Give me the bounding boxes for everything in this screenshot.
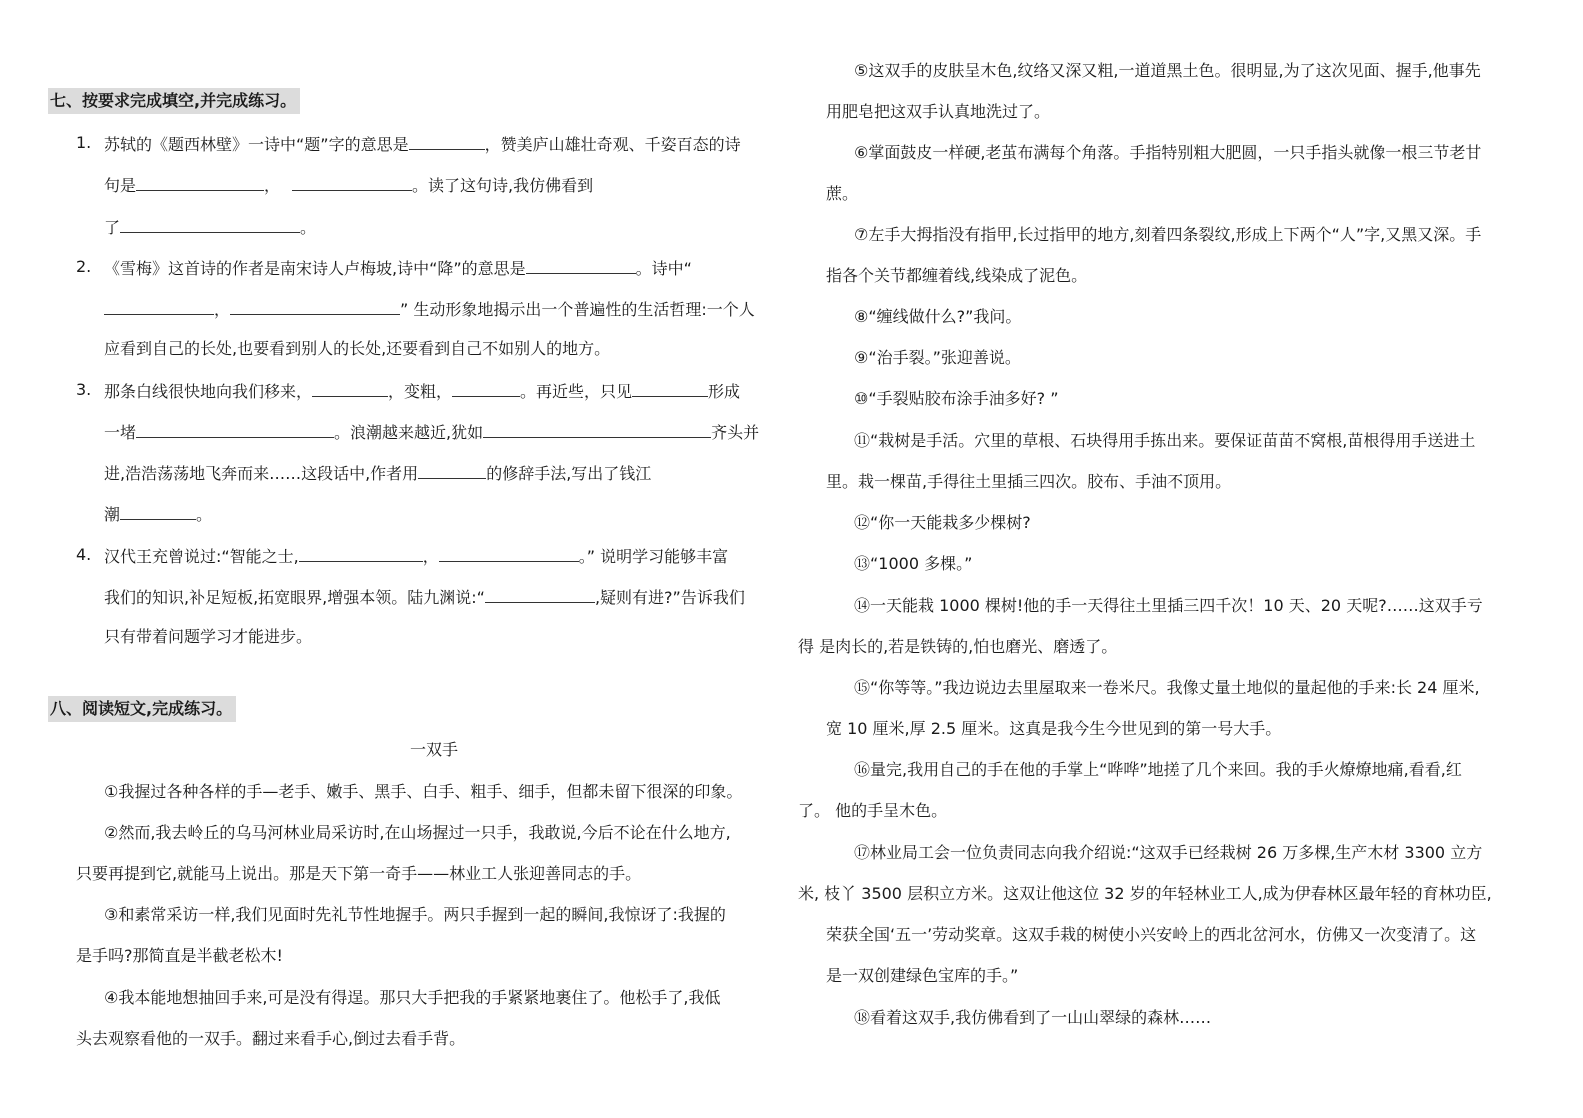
paragraph-5-line-1: ⑤这双手的皮肤呈木色,纹络又深又粗,一道道黑土色。很明显,为了这次见面、握手,他事先 [854,61,1481,80]
answer-blank[interactable] [136,421,334,438]
question-1-number: 1. [76,133,92,152]
paragraph-16-line-2: 了。 他的手呈木色。 [798,801,948,820]
answer-blank[interactable] [120,503,196,520]
answer-blank[interactable] [409,133,485,150]
paragraph-6-line-1: ⑥掌面鼓皮一样硬,老茧布满每个角落。手指特别粗大肥圆，一只手指头就像一根三节老甘 [854,143,1482,162]
paragraph-14-line-1: ⑭一天能栽 1000 棵树!他的手一天得往土里插三四千次！10 天、20 天呢?……这双手亏 [854,596,1483,615]
paragraph-5-line-2: 用肥皂把这双手认真地洗过了。 [826,102,1051,121]
paragraph-16-line-1: ⑯量完,我用自己的手在他的手掌上“哗哗”地搓了几个来回。我的手火燎燎地痛,看看,红 [854,760,1462,779]
answer-blank[interactable] [104,298,214,315]
paragraph-11-line-2: 里。栽一棵苗,手得往土里插三四次。胶布、手油不顶用。 [826,472,1232,491]
paragraph-15-line-1: ⑮“你等等。”我边说边去里屋取来一卷米尺。我像丈量土地似的量起他的手来:长 24 厘米, [854,678,1480,697]
answer-blank[interactable] [439,545,579,562]
paragraph-17-line-4: 是一双创建绿色宝库的手。” [826,966,1019,985]
question-2-line-3: 应看到自己的长处,也要看到别人的长处,还要看到自己不如别人的地方。 [104,339,611,358]
paragraph-2-line-1: ②然而,我去岭丘的乌马河林业局采访时,在山场握过一只手，我敢说,今后不论在什么地方, [104,823,731,842]
paragraph-17-line-2: 米, 枝丫 3500 层积立方米。这双让他这位 32 岁的年轻林业工人,成为伊春林区最年轻的育林功臣, [798,884,1492,903]
paragraph-4-line-2: 头去观察看他的一双手。翻过来看手心,倒过去看手背。 [76,1029,466,1048]
answer-blank[interactable] [452,380,520,397]
question-4-line-1: 汉代王充曾说过:“智能之士, ， 。” 说明学习能够丰富 [104,547,729,566]
section-7-heading: 七、按要求完成填空,并完成练习。 [48,88,300,114]
answer-blank[interactable] [483,421,711,438]
answer-blank[interactable] [418,462,486,479]
question-2-number: 2. [76,257,92,276]
answer-blank[interactable] [299,545,423,562]
answer-blank[interactable] [120,216,300,233]
paragraph-1: ①我握过各种各样的手—老手、嫩手、黑手、白手、粗手、细手，但都未留下很深的印象。 [104,782,743,801]
paragraph-14-line-2: 得 是肉长的,若是铁铸的,怕也磨光、磨透了。 [798,637,1118,656]
question-1-line-2: 句是 ， 。读了这句诗,我仿佛看到 [104,176,594,195]
paragraph-6-line-2: 蔗。 [826,184,859,203]
paragraph-7-line-2: 指各个关节都缠着线,线染成了泥色。 [826,266,1088,285]
question-4-line-2: 我们的知识,补足短板,拓宽眼界,增强本领。陆九渊说:“ ,疑则有进?”告诉我们 [104,588,745,607]
paragraph-4-line-1: ④我本能地想抽回手来,可是没有得逞。那只大手把我的手紧紧地裹住了。他松手了,我低 [104,988,721,1007]
question-2-line-1: 《雪梅》这首诗的作者是南宋诗人卢梅坡,诗中“降”的意思是 。诗中“ [104,259,692,278]
paragraph-11-line-1: ⑪“栽树是手活。穴里的草根、石块得用手拣出来。要保证苗苗不窝根,苗根得用手送进土 [854,431,1476,450]
answer-blank[interactable] [632,380,708,397]
question-1-line-3: 了 。 [104,218,317,237]
question-3-line-1: 那条白线很快地向我们移来， ，变粗， 。再近些，只见 形成 [104,382,741,401]
answer-blank[interactable] [485,586,595,603]
question-3-line-4: 潮 。 [104,505,213,524]
paragraph-13: ⑬“1000 多棵。” [854,554,973,573]
paragraph-2-line-2: 只要再提到它,就能马上说出。那是天下第一奇手——林业工人张迎善同志的手。 [76,864,642,883]
question-4-number: 4. [76,545,92,564]
paragraph-7-line-1: ⑦左手大拇指没有指甲,长过指甲的地方,刻着四条裂纹,形成上下两个“人”字,又黑又深。手 [854,225,1482,244]
question-3-line-3: 进,浩浩荡荡地飞奔而来……这段话中,作者用 的修辞手法,写出了钱江 [104,464,652,483]
paragraph-18: ⑱看着这双手,我仿佛看到了一山山翠绿的森林…… [854,1008,1212,1027]
paragraph-15-line-2: 宽 10 厘米,厚 2.5 厘米。这真是我今生今世见到的第一号大手。 [826,719,1282,738]
paragraph-10: ⑩“手裂贴胶布涂手油多好? ” [854,389,1059,408]
question-4-line-3: 只有带着问题学习才能进步。 [104,627,313,646]
answer-blank[interactable] [230,298,400,315]
passage-title: 一双手 [410,740,459,759]
question-3-number: 3. [76,380,92,399]
paragraph-3-line-2: 是手吗?那简直是半截老松木! [76,946,283,965]
paragraph-17-line-1: ⑰林业局工会一位负责同志向我介绍说:“这双手已经栽树 26 万多棵,生产木材 3300 立方 [854,843,1483,862]
paragraph-9: ⑨“治手裂。”张迎善说。 [854,348,1021,367]
answer-blank[interactable] [526,257,636,274]
answer-blank[interactable] [292,174,412,191]
paragraph-17-line-3: 荣获全国‘五一’劳动奖章。这双手栽的树使小兴安岭上的西北岔河水，仿佛又一次变清了。这 [826,925,1477,944]
paragraph-3-line-1: ③和素常采访一样,我们见面时先礼节性地握手。两只手握到一起的瞬间,我惊讶了:我握的 [104,905,726,924]
question-1-line-1: 苏轼的《题西林壁》一诗中“题”字的意思是 ，赞美庐山雄壮奇观、千姿百态的诗 [104,135,741,154]
paragraph-12: ⑫“你一天能栽多少棵树? [854,513,1031,532]
question-2-line-2: ， ” 生动形象地揭示出一个普遍性的生活哲理:一个人 [104,298,755,320]
question-3-line-2: 一堵 。浪潮越来越近,犹如 齐头并 [104,423,760,442]
paragraph-8: ⑧“缠线做什么?”我问。 [854,307,1022,326]
answer-blank[interactable] [136,174,264,191]
section-8-heading: 八、阅读短文,完成练习。 [48,696,236,722]
answer-blank[interactable] [312,380,388,397]
